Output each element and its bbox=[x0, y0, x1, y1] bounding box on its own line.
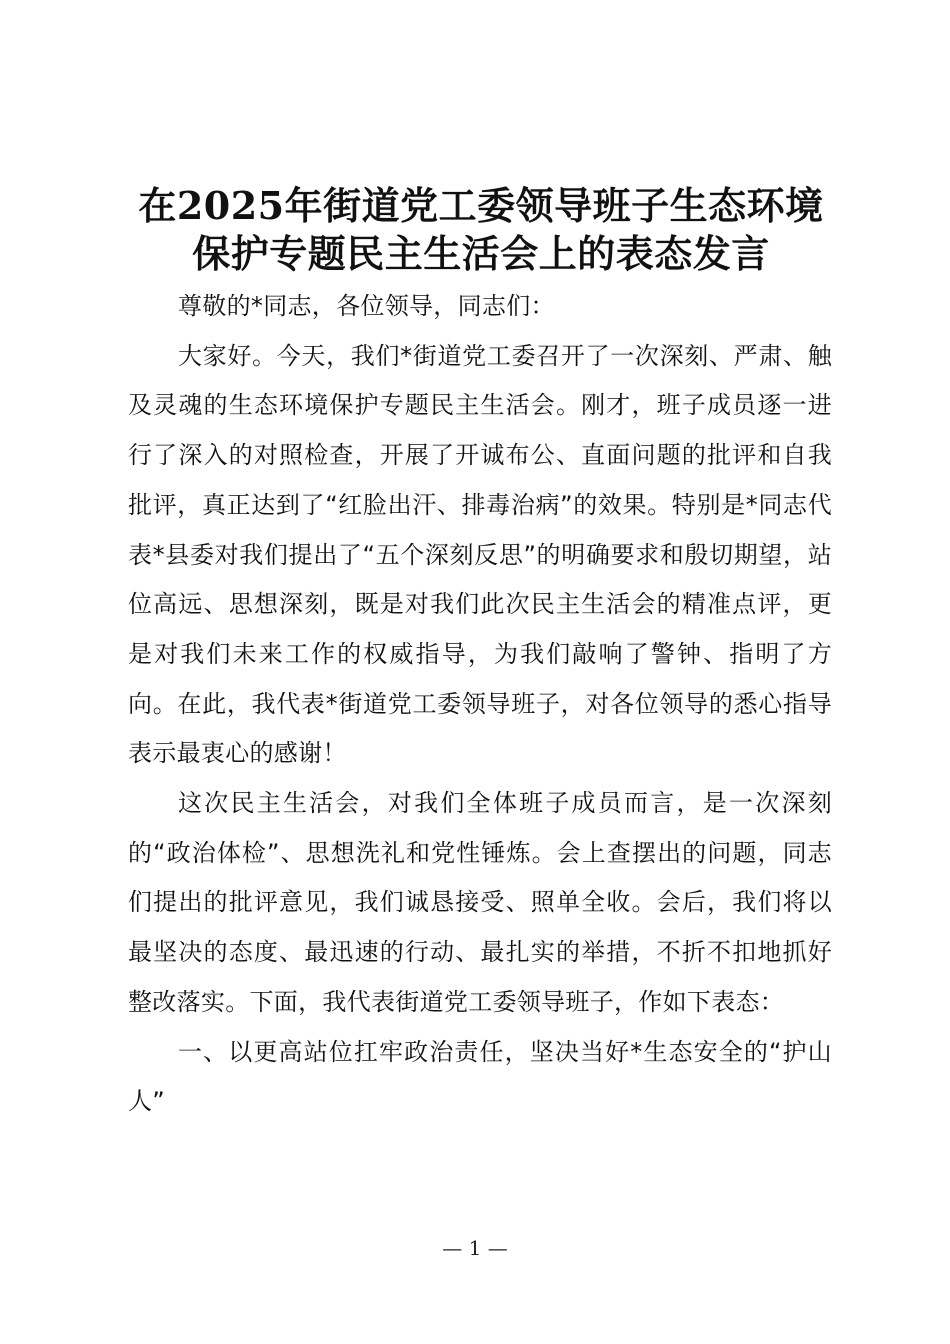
section-heading-1: 一、以更高站位扛牢政治责任，坚决当好*生态安全的“护山人” bbox=[128, 1037, 832, 1116]
opening-paragraph: 大家好。今天，我们*街道党工委召开了一次深刻、严肃、触及灵魂的生态环境保护专题民主生活会。刚才，班子成员逐一进行了深入的对照检查，开展了开诚布公、直面问题的批评和自我批评，真正达到了“红脸出汗、排毒治病”的效果。特别是*同志代表*县委对我们提出了“五个深刻反思”的明确要求和殷切期望，站位高远、思想深刻，既是对我们此次民主生活会的精准点评，更是对我们未来工作的权威指导，为我们敲响了警钟、指明了方向。在此，我代表*街道党工委领导班子，对各位领导的悉心指导表示最衷心的感谢！ bbox=[128, 341, 832, 768]
document-body bbox=[128, 282, 832, 1127]
document-title: 在2025年街道党工委领导班子生态环境保护专题民主生活会上的表态发言 bbox=[138, 183, 824, 276]
salutation-paragraph: 尊敬的*同志，各位领导，同志们： bbox=[178, 292, 555, 320]
page-number: — 1 — bbox=[442, 1236, 508, 1260]
commitment-paragraph: 这次民主生活会，对我们全体班子成员而言，是一次深刻的“政治体检”、思想洗礼和党性锤炼。会上查摆出的问题，同志们提出的批评意见，我们诚恳接受、照单全收。会后，我们将以最坚决的态度、最迅速的行动、最扎实的举措，不折不扣地抓好整改落实。下面，我代表街道党工委领导班子，作如下表态： bbox=[128, 789, 832, 1016]
